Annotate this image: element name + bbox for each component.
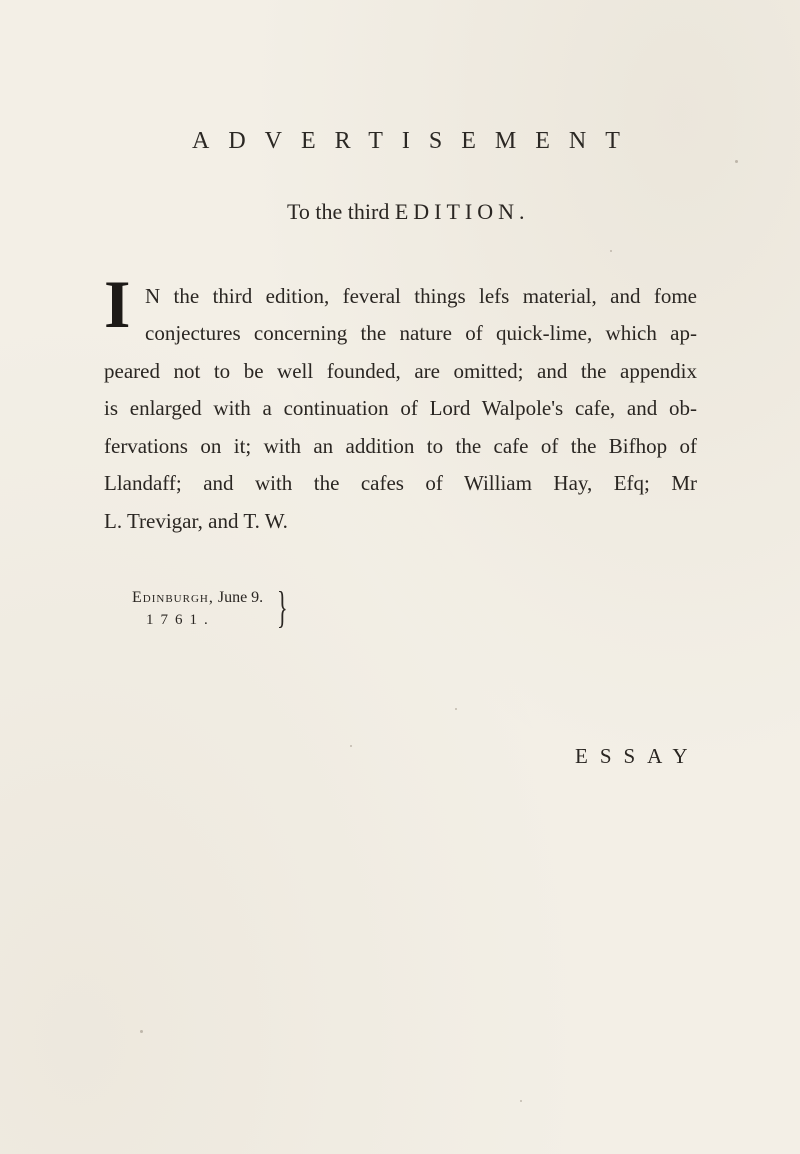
page-subheading	[287, 199, 687, 225]
body-line-1: N the third edition, feveral things lefs material, and fome	[145, 284, 697, 308]
imprint-brace: }	[277, 583, 288, 632]
paper-speck	[140, 1030, 143, 1033]
paper-speck	[520, 1100, 522, 1102]
body-line-5: fervations on it; with an addition to the cafe of the Bifhop of	[104, 434, 697, 458]
imprint-date: June 9.	[217, 589, 264, 606]
paper-speck	[610, 250, 612, 252]
subheading-edition: EDITION.	[394, 199, 530, 224]
body-line-6: Llandaff; and with the cafes of William Hay, Efq; Mr	[104, 471, 697, 495]
imprint-year: 1761.	[146, 612, 215, 628]
drop-capital: I	[104, 266, 131, 342]
body-line-7: L. Trevigar, and T. W.	[104, 509, 288, 533]
paper-speck	[350, 745, 352, 747]
imprint-place: Edinburgh,	[132, 589, 214, 606]
body-line-4: is enlarged with a continuation of Lord Walpole's cafe, and ob-	[104, 396, 697, 420]
body-line-2: conjectures concerning the nature of quick-lime, which ap-	[145, 321, 697, 345]
page-heading: ADVERTISEMENT	[192, 128, 639, 154]
body-line-3: peared not to be well founded, are omitted; and the appendix	[104, 359, 697, 383]
imprint-place-date	[132, 589, 263, 607]
catchword: ESSAY	[575, 744, 700, 768]
paper-speck	[735, 160, 738, 163]
subheading-prefix: To the third	[287, 199, 390, 224]
paper-speck	[455, 708, 457, 710]
